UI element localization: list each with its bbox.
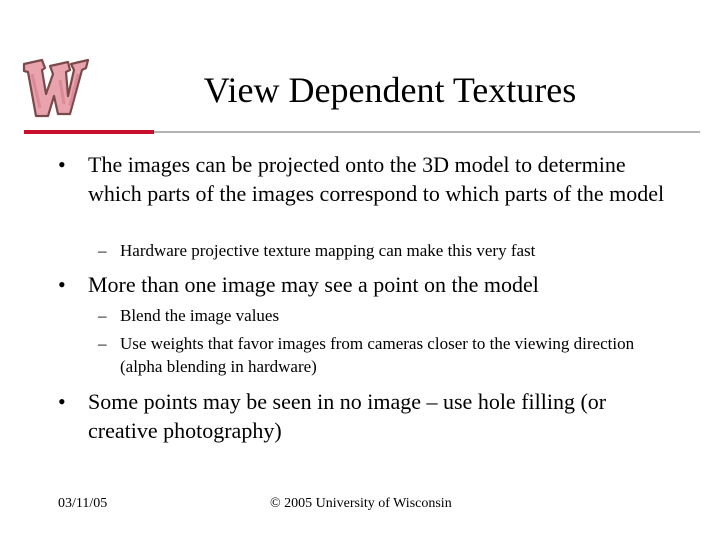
bullet-text: Some points may be seen in no image – use hole filling (or creative photography): [88, 389, 607, 443]
bullet-item: [58, 270, 668, 299]
sub-bullet-item: [98, 304, 668, 327]
title-underline-red: [24, 130, 154, 134]
bullet-marker: •: [58, 389, 66, 414]
bullet-marker: •: [58, 272, 66, 297]
wisconsin-w-logo: [18, 50, 94, 126]
slide-title: View Dependent Textures: [203, 70, 577, 110]
bullet-item: [58, 150, 668, 208]
sub-bullet-marker: –: [98, 334, 107, 353]
bullet-marker: •: [58, 152, 66, 177]
sub-bullet-text: Use weights that favor images from cameras closer to the viewing direction (alpha blending in hardware): [120, 334, 635, 376]
sub-bullet-text: Blend the image values: [120, 306, 280, 325]
sub-bullet-item: [98, 332, 668, 378]
footer-copyright: © 2005 University of Wisconsin: [270, 496, 452, 511]
sub-bullet-marker: –: [98, 241, 107, 260]
sub-bullet-text: Hardware projective texture mapping can make this very fast: [120, 241, 536, 260]
footer-date: 03/11/05: [58, 496, 108, 511]
title-underline: [24, 130, 700, 134]
sub-bullet-marker: –: [98, 306, 107, 325]
bullet-text: The images can be projected onto the 3D model to determine which parts of the images correspond to which parts of the model: [88, 152, 665, 206]
sub-bullet-item: [98, 239, 668, 262]
title-underline-gray: [154, 131, 700, 133]
bullet-item: [58, 387, 668, 445]
bullet-text: More than one image may see a point on the model: [88, 272, 539, 297]
